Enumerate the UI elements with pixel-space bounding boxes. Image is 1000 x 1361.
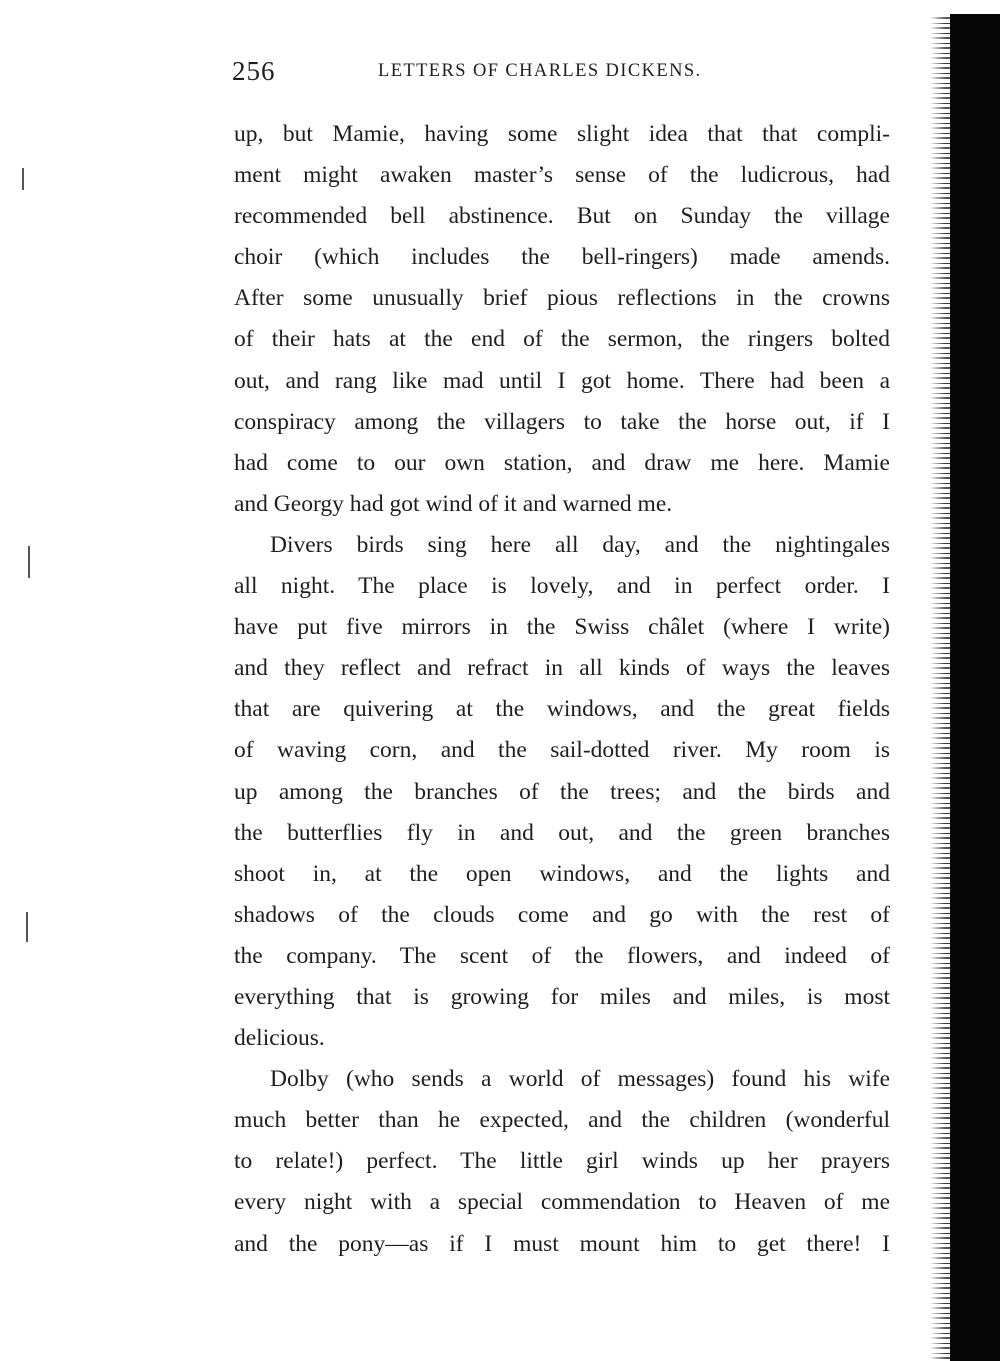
text-line: choir (which includes the bell-ringers) made amends. bbox=[234, 244, 890, 271]
margin-mark bbox=[28, 546, 30, 578]
text-line: and Georgy had got wind of it and warned me. bbox=[234, 490, 673, 517]
text-line: the butterflies fly in and out, and the green branches bbox=[234, 819, 890, 846]
book-spine-shadow bbox=[928, 14, 1000, 1361]
text-line: of their hats at the end of the sermon, the ringers bolted bbox=[234, 326, 890, 353]
text-line: that are quivering at the windows, and the great fields bbox=[234, 696, 890, 723]
text-line: conspiracy among the villagers to take the horse out, if I bbox=[234, 408, 890, 435]
margin-mark bbox=[22, 168, 24, 190]
text-line: everything that is growing for miles and miles, is most bbox=[234, 983, 890, 1010]
text-line: every night with a special commendation to Heaven of me bbox=[234, 1189, 890, 1216]
text-line: shadows of the clouds come and go with the rest of bbox=[234, 901, 890, 928]
paragraph-3 bbox=[234, 1059, 890, 1264]
text-line: Dolby (who sends a world of messages) found his wife bbox=[270, 1066, 890, 1093]
body-text bbox=[234, 114, 890, 1265]
text-line: of waving corn, and the sail-dotted river. My room is bbox=[234, 737, 890, 764]
text-line: After some unusually brief pious reflections in the crowns bbox=[234, 285, 890, 312]
text-line: and the pony—as if I must mount him to get there! I bbox=[234, 1230, 890, 1257]
text-line: shoot in, at the open windows, and the lights and bbox=[234, 860, 890, 887]
text-line: had come to our own station, and draw me here. Mamie bbox=[234, 449, 890, 476]
text-line: ment might awaken master’s sense of the ludicrous, had bbox=[234, 162, 890, 189]
text-line: up, but Mamie, having some slight idea that that compli- bbox=[234, 121, 890, 147]
text-line: and they reflect and refract in all kinds of ways the leaves bbox=[234, 655, 890, 682]
spine-gutter bbox=[950, 14, 1000, 1361]
text-line: to relate!) perfect. The little girl winds up her prayers bbox=[234, 1148, 890, 1175]
text-line: have put five mirrors in the Swiss châlet (where I write) bbox=[234, 614, 890, 641]
text-line: the company. The scent of the flowers, and indeed of bbox=[234, 942, 890, 969]
running-title: LETTERS OF CHARLES DICKENS. bbox=[378, 61, 702, 81]
text-line: delicious. bbox=[234, 1025, 325, 1052]
text-line: much better than he expected, and the children (wonderful bbox=[234, 1107, 890, 1134]
page-header bbox=[232, 56, 892, 88]
text-line: all night. The place is lovely, and in perfect order. I bbox=[234, 573, 890, 600]
page-number: 256 bbox=[232, 56, 276, 86]
text-line: up among the branches of the trees; and the birds and bbox=[234, 778, 890, 805]
spine-edge bbox=[930, 14, 952, 1361]
text-line: Divers birds sing here all day, and the nightingales bbox=[270, 531, 890, 558]
text-line: recommended bell abstinence. But on Sunday the village bbox=[234, 203, 890, 230]
text-line: out, and rang like mad until I got home. There had been a bbox=[234, 367, 890, 394]
paragraph-1 bbox=[234, 114, 890, 525]
margin-mark bbox=[26, 912, 28, 942]
paragraph-2 bbox=[234, 525, 890, 1059]
